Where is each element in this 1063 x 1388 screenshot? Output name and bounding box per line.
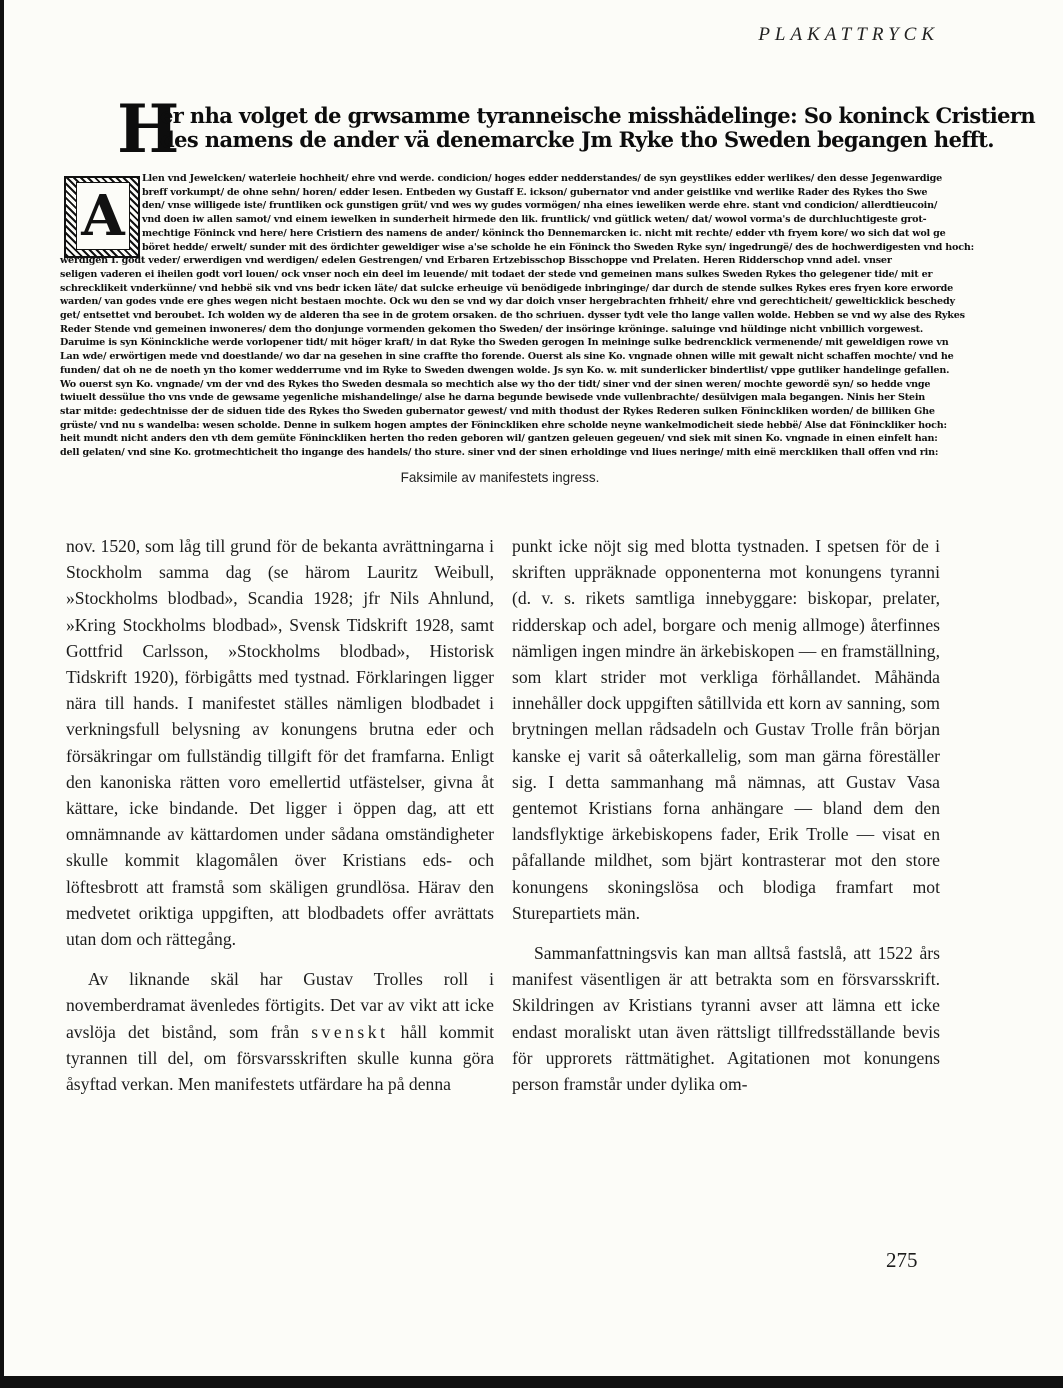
facsimile-title (60, 90, 1035, 168)
emphasized-word: svenskt (311, 1021, 389, 1042)
paragraph: nov. 1520, som låg till grund för de bekanta avrättningarna i Stockholm samma dag (se härom Lauritz Weibull, »Stockholms blodbad», Scandia 1928; jfr Nils Ahnlund, »Kring Stockholms blodbad», Svensk Tidskrift 1928, samt Gottfrid Carlsson, »Stockholms blodbad», Historisk Tidskrift 1920), förbigåtts med tystnad. Förklaringen ligger nära till hands. I manifestet ställes nämligen blodbadet i verkningsfull belysning av konungens brutna eder och försäkringar om fullständig tillgift för det framfarna. Enligt den kanoniska rätten voro emellertid utfästelser, givna åt kättare, icke bindande. Det ligger i öppen dag, att ett omnämnande av kättardomen under sådana omständigheter skulle kommit klagomålen över Kristians eds- och löftesbrott att framstå som skäligen grundlösa. Härav den medvetet oriktiga uppgiften, att blodbadets offer avrättats utan dom och rättegång. (66, 536, 494, 950)
paragraph: Sammanfattningsvis kan man alltså fastslå, att 1522 års manifest väsentligen är att betrakta som en försvarsskrift. Skildringen av Kristians tyranni avser att lämna ett icke endast moraliskt utan även rättsligt tillfredsställande bevis för upprorets rättmätighet. Agitationen mot konungens person framstår under dylika om- (512, 943, 940, 1095)
page-number: 275 (886, 1248, 918, 1272)
facsimile-line: dell gelaten/ vnd sine Ko. grotmechticheit tho ingange des handels/ tho sture. siner vnd der sinen erholdinge vnd liues neringe/ mith einë merckliken thall offen vnd rin: (60, 447, 939, 458)
facsimile-initial: H (117, 90, 180, 168)
facsimile-image (60, 90, 1035, 458)
facsimile-line: mechtige Föninck vnd here/ here Cristiern des namens de ander/ köninck tho Dennemarcken ic. nicht mit rechte/ edder vth fryem kore/ wo sich dat wol ge (142, 227, 946, 239)
facsimile-line: twiuelt dessülue tho vns vnde de gewsame yegenliche mishandelinge/ alse he darna begunde bewisede vnde vullenbrachte/ desülvigen mala begangen. Ninis her Stein (60, 392, 926, 404)
bottom-edge-border (0, 1376, 1063, 1388)
paragraph-text: håll kommit tyrannen till del, om försvarsskriften skulle kunna göra åsyftad verkan. Men manifestets utfärdare ha på denna (66, 1021, 494, 1095)
facsimile-title-line: er nha volget de grwsamme tyranneische misshädelinge: So koninck Cristiern (160, 103, 1035, 128)
facsimile-line: get/ entsettet vnd beroubet. Ich wolden wy de alderen tha see in de grotem orsaken. de tho schriuen. dysser tydt vele tho lange vallen wolde. Hebben se vnd wy alse des Rykes (60, 310, 965, 321)
facsimile-line: Lan wde/ erwörtigen mede vnd doestlande/ wo dar na gesehen in sine craffte tho forende. Ouerst als sine Ko. vngnade ohnen wille mit gewalt nicht schaffen mochte/ vnd he (60, 351, 954, 363)
facsimile-line: Llen vnd Jewelcken/ waterleie hochheit/ ehre vnd werde. condicion/ hoges edder nedderstandes/ de syn geystlikes edder werlikes/ den desse Jegenwardige (142, 173, 943, 184)
facsimile-line: breff vorkumpt/ de ohne sehn/ horen/ edder lesen. Entbeden wy Gustaff E. ickson/ gubernator vnd ander geistlike vnd werlike Rader des Rykes tho Swe (142, 186, 928, 198)
facsimile-line: schrecklikeit vnderkünne/ vnd hebbë sik vnd vns bedr icken läte/ dat sulcke erheuige vü benödigede inbringinge/ dar durch de stende sulkes Rykes eres fryen kore erworde (60, 282, 954, 294)
facsimile-title-line: des namens de ander vä denemarcke Jm Ryke tho Sweden begangen hefft. (160, 127, 995, 152)
facsimile-line: funden/ dat oh ne de noeth yn tho komer wedderrume vnd im Ryke to Sweden dwengen wolde. Js syn Ko. w. mit sunderlicker bindertlist/ vppe gutliker handelinge gefallen. (60, 364, 950, 376)
running-head: PLAKATTRYCK (758, 24, 939, 45)
facsimile-line: Wo ouerst syn Ko. vngnade/ vm der vnd des Rykes tho Sweden desmala so mechtich alse wy tho der tidt/ siner vnd der sinen weren/ mochte gewordë syn/ so hedde vnge (60, 378, 931, 390)
facsimile-line: werdigen I. godt veder/ erwerdigen vnd werdigen/ edelen Gestrengen/ vnd Erbaren Ertzebisschop Bisschoppe vnd Prelaten. Heren Ridderschop vnnd adel. vnser (60, 255, 892, 267)
facsimile-line: star mitde: gedechtnisse der de siduen tide des Rykes tho Sweden gubernator gewest/ vnd mith thodust der Rykes Rederen sulken Föninckliken worden/ de billiken Ghe (60, 405, 935, 417)
facsimile-line: den/ vnse willigede iste/ fruntliken ock gunstigen grüt/ vnd wes wy gudes vormögen/ nha eines ieweliken werde ehre. stant vnd condicion/ allerdtieucoin/ (142, 200, 938, 212)
facsimile-line: Reder Stende vnd gemeinen inwoneres/ dem tho donjunge vormenden gekomen tho Sweden/ der insöringe kröninge. saluinge vnd hüldinge nicht vnbillich vorgewest. (60, 323, 924, 335)
facsimile-line: heit mundt nicht anders den vth dem gemüte Föninckliken herten tho reden geboren wil/ gantzen geleuen gegeuen/ vnd siek mit sinen Ko. vngnade in einen einfelt han: (60, 433, 938, 445)
right-column (512, 533, 940, 1097)
paragraph: punkt icke nöjt sig med blotta tystnaden. I spetsen för de i skriften uppräknade opponenterna mot konungens tyranni (d. v. s. rikets samtliga innebyggare: biskopar, prelater, ridderskap och adel, borgare och menig allmoge) återfinnes nämligen ingen mindre än ärkebiskopen — en framställning, som klart strider mot verkliga förhållandet. Måhända innehåller dock uppgiften såtillvida ett korn av sanning, som brytningen mellan rådsadeln och Gustav Trolle från början kanske ej varit så oåterkallelig, som man gärna föreställer sig. I detta sammanhang må nämnas, att Gustav Vasa gentemot Kristians forna anhängare — bland dem den landsflyktige ärkebiskopens fader, Erik Trolle — visat en påfallande mildhet, som bjärt kontrasterar mot den store konungens skoningslösa och blodiga framfart mot Sturepartiets män. (512, 536, 940, 923)
paragraph (66, 966, 494, 1097)
left-column (66, 533, 494, 1097)
facsimile-line: Daruime is syn Köninckliche werde vorlopener tidt/ mit höger kraft/ in dat Ryke tho Sweden gerogen In meininge sulke bedrencklick vermenende/ mit geweldigen rowe vn (60, 337, 949, 349)
left-edge-border (0, 0, 4, 1388)
paragraph-text: Av liknande skäl har Gustav Trolles roll i novemberdramat ävenledes förtigits. Det var av vikt att icke avslöja det bistånd, som från (66, 969, 494, 1042)
facsimile-line: grüste/ vnd nu s wandelba: wesen scholde. Denne in sulkem hogen amptes der Föninckliken ehre scholde neyne wankelmodicheit siede hebbë/ Alse dat Föninckliker hoch: (60, 419, 947, 431)
woodcut-initial (64, 176, 140, 258)
facsimile-line: vnd doen iw allen samot/ vnd einem iewelken in sunderheit hirmede den lik. fruntlick/ vnd gütlick weten/ dat/ wowol vorma's de durchluchtigeste grot- (142, 214, 927, 226)
figure-caption: Faksimile av manifestets ingress. (400, 470, 600, 485)
facsimile-line: warden/ van godes vnde ere ghes wegen nicht bestaen mochte. Ock wu den se vnd wy dar doich vnser hergebrachten frhheit/ ehre vnd gerechticheit/ gewelticklick beschedy (60, 296, 955, 308)
woodcut-letter: A (76, 182, 130, 250)
facsimile-line: böret hedde/ erwelt/ sunder mit des ördichter geweldiger wise a'se scholde he ein Föninck tho Sweden Ryke syn/ ingedrungë/ des de hochwerdigesten vnd hoch: (142, 241, 974, 253)
facsimile-line: seligen vaderen ei iheilen godt vorl louen/ ock vnser noch ein deel im leuende/ mit todaet der stede vnd gemeinen mans sulkes Sweden Rykes tho gelegener tide/ mit er (60, 268, 933, 280)
